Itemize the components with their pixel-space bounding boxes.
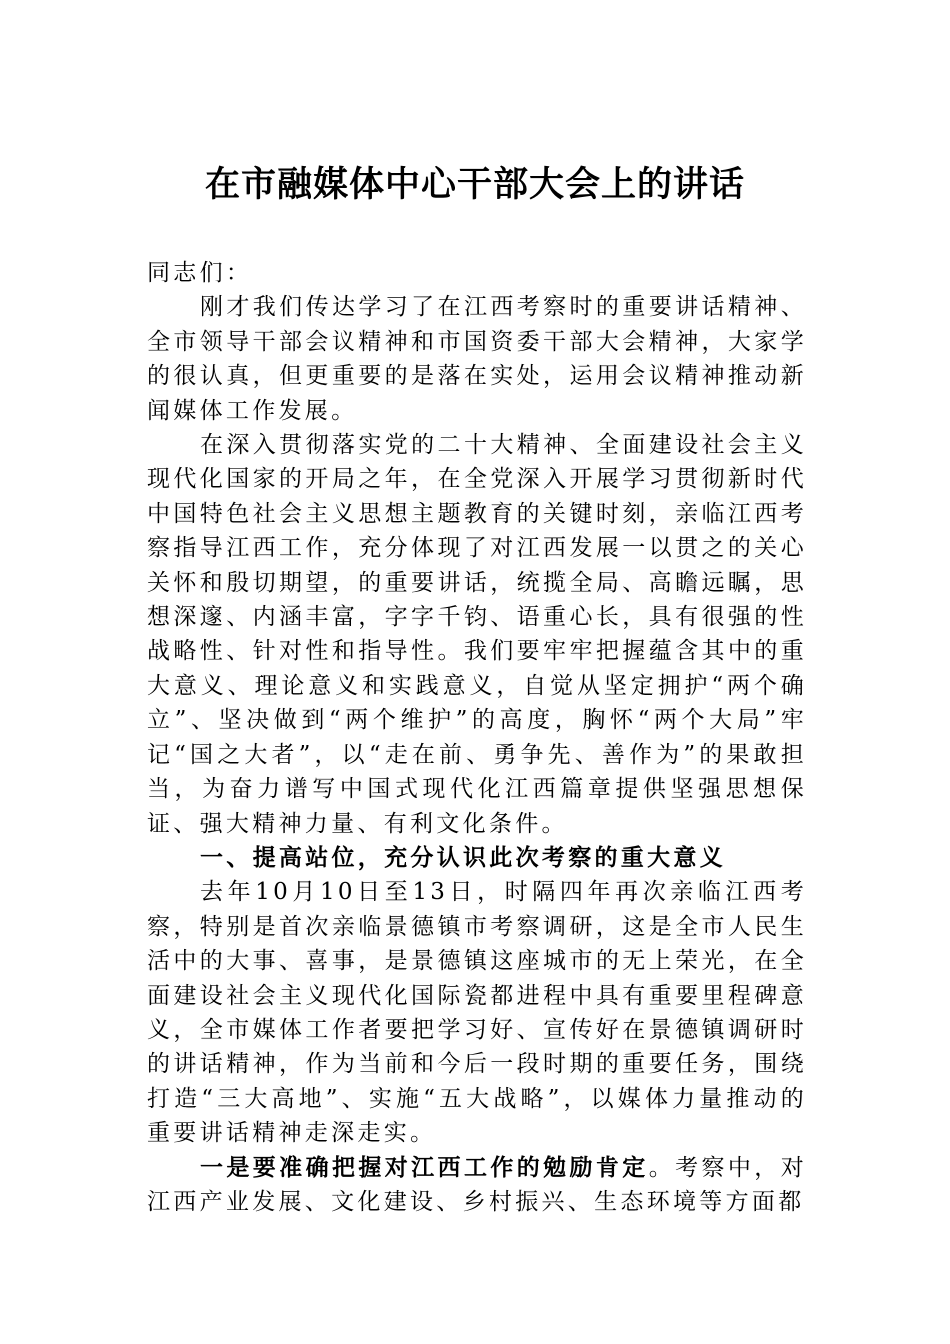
document-body [147,256,807,1219]
section-heading-1: 一、提高站位，充分认识此次考察的重大意义 [200,843,726,871]
document-title: 在市融媒体中心干部大会上的讲话 [204,164,745,205]
salutation: 同志们： [147,260,253,286]
paragraph-1: 刚才我们传达学习了在江西考察时的重要讲话精神、全市领导干部会议精神和市国资委干部大会精神，大家学的很认真，但更重要的是落在实处，运用会议精神推动新闻媒体工作发展。 [147,294,807,424]
paragraph-3: 去年10月10日至13日，时隔四年再次亲临江西考察，特别是首次亲临景德镇市考察调研，这是全市人民生活中的大事、喜事，是景德镇这座城市的无上荣光，在全面建设社会主义现代化国际瓷都进程中具有重要里程碑意义，全市媒体工作者要把学习好、宣传好在景德镇调研时的讲话精神，作为当前和今后一段时期的重要任务，围绕打造“三大高地”、实施“五大战略”，以媒体力量推动的重要讲话精神走深走实。 [147,879,807,1147]
paragraph-2: 在深入贯彻落实党的二十大精神、全面建设社会主义现代化国家的开局之年，在全党深入开展学习贯彻新时代中国特色社会主义思想主题教育的关键时刻，亲临江西考察指导江西工作，充分体现了对江西发展一以贯之的关心关怀和殷切期望，的重要讲话，统揽全局、高瞻远瞩，思想深邃、内涵丰富，字字千钧、语重心长，具有很强的性战略性、针对性和指导性。我们要牢牢把握蕴含其中的重大意义、理论意义和实践意义，自觉从坚定拥护“两个确立”、坚决做到“两个维护”的高度，胸怀“两个大局”牢记“国之大者”，以“走在前、勇争先、善作为”的果敢担当，为奋力谱写中国式现代化江西篇章提供坚强思想保证、强大精神力量、有利文化条件。 [147,432,807,837]
paragraph-4 [147,1151,807,1220]
paragraph-4-rest: 。考察中，对江西产业发展、文化建设、乡村振兴、生态环境等方面都 [147,1154,807,1215]
paragraph-4-lead: 一是要准确把握对江西工作的勉励肯定 [200,1153,649,1181]
